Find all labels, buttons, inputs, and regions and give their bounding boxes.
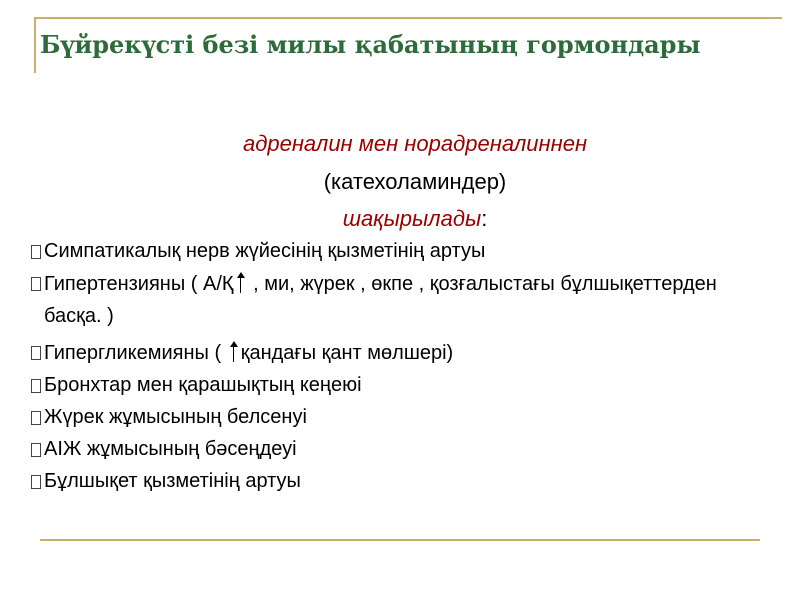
title-top-rule bbox=[34, 17, 782, 19]
list-item-text-before: Гипергликемияны ( bbox=[44, 342, 222, 364]
list-item-text: АІЖ жұмысының бәсеңдеуі bbox=[44, 438, 297, 460]
list-item-text bbox=[44, 341, 767, 365]
slide-title: Бүйрекүсті безі милы қабатының гормондары bbox=[40, 30, 701, 59]
list-item-text: Бұлшықет қызметінің артуы bbox=[44, 470, 301, 492]
heading-catecholamines: (катехоламиндер) bbox=[323, 169, 507, 194]
list-item-text bbox=[44, 268, 767, 332]
list-item bbox=[27, 272, 767, 332]
list-item bbox=[27, 438, 767, 461]
bullet-box-icon bbox=[27, 406, 44, 429]
list-item-text-after: , ми, жүрек , өкпе , қозғалыстағы бұлшықеттерден басқа. ) bbox=[44, 273, 717, 327]
bullet-box-icon bbox=[27, 341, 44, 364]
list-item-text: Жүрек жұмысының белсенуі bbox=[44, 406, 307, 428]
list-item-text: Симпатикалық нерв жүйесінің қызметінің артуы bbox=[44, 240, 486, 262]
list-item-text: Бронхтар мен қарашықтың кеңеюі bbox=[44, 374, 362, 396]
bullet-box-icon bbox=[27, 272, 44, 295]
list-item-text-after: қандағы қант мөлшері) bbox=[240, 342, 454, 364]
list-item bbox=[27, 470, 767, 493]
arrow-up-icon bbox=[236, 272, 246, 294]
list-item bbox=[27, 374, 767, 397]
heading-caused bbox=[0, 206, 800, 232]
bullet-box-icon bbox=[27, 240, 44, 263]
title-left-rule bbox=[34, 17, 36, 73]
heading-hormones: адреналин мен норадреналиннен bbox=[242, 131, 588, 156]
list-item bbox=[27, 341, 767, 365]
effects-list bbox=[27, 240, 767, 502]
arrow-up-icon bbox=[229, 341, 239, 363]
list-item-text-before: Гипертензияны ( А/Қ bbox=[44, 273, 234, 295]
list-item bbox=[27, 406, 767, 429]
bullet-box-icon bbox=[27, 374, 44, 397]
bottom-rule bbox=[40, 539, 760, 541]
bullet-box-icon bbox=[27, 470, 44, 493]
bullet-box-icon bbox=[27, 438, 44, 461]
list-item bbox=[27, 240, 767, 263]
heading-colon: : bbox=[481, 206, 488, 231]
heading-caused-word: шақырылады bbox=[342, 206, 482, 231]
